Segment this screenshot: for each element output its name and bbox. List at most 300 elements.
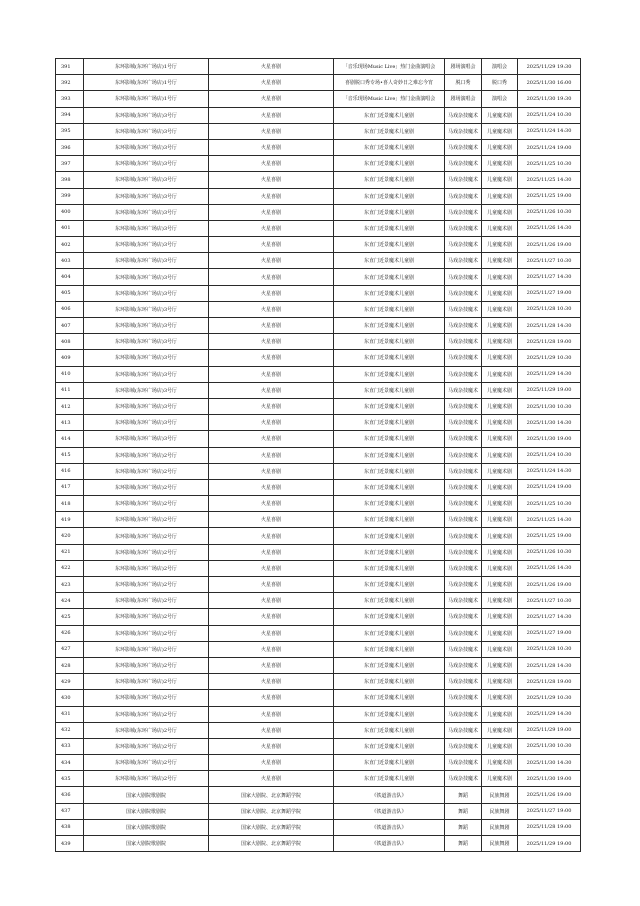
cell-venue: 东环影城(东环广场店)3号厅 bbox=[84, 139, 209, 155]
cell-show-time: 2025/11/27 19:00 bbox=[518, 285, 581, 301]
cell-program-title: 东直门近景魔术儿童剧 bbox=[334, 269, 445, 285]
cell-venue: 东环影城(东环广场店)2号厅 bbox=[84, 479, 209, 495]
cell-subcategory: 儿童魔术剧 bbox=[482, 447, 518, 463]
cell-subcategory: 儿童魔术剧 bbox=[482, 755, 518, 771]
cell-row-number: 439 bbox=[56, 836, 84, 852]
table-row bbox=[56, 755, 581, 771]
cell-category: 马戏杂技魔术 bbox=[445, 447, 482, 463]
cell-category: 马戏杂技魔术 bbox=[445, 269, 482, 285]
table-row bbox=[56, 366, 581, 382]
cell-organizer: 火星喜剧 bbox=[209, 91, 334, 107]
cell-subcategory: 儿童魔术剧 bbox=[482, 366, 518, 382]
cell-row-number: 409 bbox=[56, 350, 84, 366]
cell-venue: 国家大剧院歌剧院 bbox=[84, 836, 209, 852]
cell-organizer: 火星喜剧 bbox=[209, 463, 334, 479]
cell-row-number: 393 bbox=[56, 91, 84, 107]
cell-row-number: 406 bbox=[56, 301, 84, 317]
table-row bbox=[56, 463, 581, 479]
table-row bbox=[56, 512, 581, 528]
cell-venue: 东环影城(东环广场店)2号厅 bbox=[84, 447, 209, 463]
cell-venue: 东环影城(东环广场店)3号厅 bbox=[84, 415, 209, 431]
document-page bbox=[55, 58, 580, 852]
cell-venue: 东环影城(东环广场店)2号厅 bbox=[84, 625, 209, 641]
cell-row-number: 434 bbox=[56, 755, 84, 771]
cell-row-number: 437 bbox=[56, 803, 84, 819]
cell-subcategory: 儿童魔术剧 bbox=[482, 334, 518, 350]
cell-organizer: 火星喜剧 bbox=[209, 382, 334, 398]
cell-program-title: 「音乐现场Music Live」热门金曲演唱会 bbox=[334, 91, 445, 107]
cell-show-time: 2025/11/27 14:30 bbox=[518, 269, 581, 285]
cell-organizer: 火星喜剧 bbox=[209, 431, 334, 447]
cell-venue: 东环影城(东环广场店)2号厅 bbox=[84, 544, 209, 560]
table-row bbox=[56, 431, 581, 447]
cell-category: 马戏杂技魔术 bbox=[445, 512, 482, 528]
cell-venue: 东环影城(东环广场店)3号厅 bbox=[84, 220, 209, 236]
cell-row-number: 428 bbox=[56, 657, 84, 673]
cell-organizer: 火星喜剧 bbox=[209, 318, 334, 334]
cell-venue: 东环影城(东环广场店)3号厅 bbox=[84, 366, 209, 382]
cell-row-number: 414 bbox=[56, 431, 84, 447]
cell-row-number: 420 bbox=[56, 528, 84, 544]
cell-venue: 东环影城(东环广场店)2号厅 bbox=[84, 706, 209, 722]
table-row bbox=[56, 641, 581, 657]
cell-show-time: 2025/11/30 10:30 bbox=[518, 398, 581, 414]
cell-organizer: 国家大剧院、北京舞蹈学院 bbox=[209, 819, 334, 835]
table-row bbox=[56, 318, 581, 334]
table-row bbox=[56, 528, 581, 544]
cell-row-number: 396 bbox=[56, 139, 84, 155]
cell-category: 马戏杂技魔术 bbox=[445, 609, 482, 625]
table-row bbox=[56, 657, 581, 673]
cell-subcategory: 儿童魔术剧 bbox=[482, 415, 518, 431]
cell-subcategory: 儿童魔术剧 bbox=[482, 771, 518, 787]
table-row bbox=[56, 91, 581, 107]
cell-organizer: 火星喜剧 bbox=[209, 59, 334, 75]
cell-category: 马戏杂技魔术 bbox=[445, 479, 482, 495]
cell-show-time: 2025/11/26 10:30 bbox=[518, 544, 581, 560]
cell-subcategory: 儿童魔术剧 bbox=[482, 269, 518, 285]
cell-category: 马戏杂技魔术 bbox=[445, 755, 482, 771]
cell-subcategory: 儿童魔术剧 bbox=[482, 706, 518, 722]
table-row bbox=[56, 139, 581, 155]
cell-organizer: 火星喜剧 bbox=[209, 269, 334, 285]
cell-venue: 东环影城(东环广场店)2号厅 bbox=[84, 690, 209, 706]
cell-show-time: 2025/11/29 19:30 bbox=[518, 59, 581, 75]
table-row bbox=[56, 398, 581, 414]
cell-category: 马戏杂技魔术 bbox=[445, 366, 482, 382]
cell-organizer: 火星喜剧 bbox=[209, 738, 334, 754]
cell-venue: 东环影城(东环广场店)3号厅 bbox=[84, 431, 209, 447]
cell-venue: 东环影城(东环广场店)3号厅 bbox=[84, 350, 209, 366]
table-row bbox=[56, 123, 581, 139]
cell-category: 马戏杂技魔术 bbox=[445, 544, 482, 560]
cell-subcategory: 儿童魔术剧 bbox=[482, 625, 518, 641]
cell-row-number: 401 bbox=[56, 220, 84, 236]
cell-show-time: 2025/11/26 14:30 bbox=[518, 220, 581, 236]
cell-row-number: 417 bbox=[56, 479, 84, 495]
cell-program-title: 东直门近景魔术儿童剧 bbox=[334, 706, 445, 722]
cell-venue: 东环影城(东环广场店)3号厅 bbox=[84, 188, 209, 204]
cell-venue: 东环影城(东环广场店)2号厅 bbox=[84, 674, 209, 690]
cell-show-time: 2025/11/27 19:00 bbox=[518, 625, 581, 641]
table-row bbox=[56, 819, 581, 835]
cell-venue: 东环影城(东环广场店)2号厅 bbox=[84, 593, 209, 609]
cell-subcategory: 民族舞剧 bbox=[482, 836, 518, 852]
cell-subcategory: 儿童魔术剧 bbox=[482, 479, 518, 495]
cell-show-time: 2025/11/29 14:30 bbox=[518, 706, 581, 722]
table-row bbox=[56, 59, 581, 75]
cell-organizer: 火星喜剧 bbox=[209, 496, 334, 512]
cell-organizer: 火星喜剧 bbox=[209, 641, 334, 657]
table-row bbox=[56, 836, 581, 852]
cell-row-number: 410 bbox=[56, 366, 84, 382]
cell-program-title: 东直门近景魔术儿童剧 bbox=[334, 722, 445, 738]
cell-show-time: 2025/11/30 14:30 bbox=[518, 755, 581, 771]
cell-show-time: 2025/11/28 19:00 bbox=[518, 819, 581, 835]
cell-show-time: 2025/11/27 19:00 bbox=[518, 803, 581, 819]
cell-subcategory: 儿童魔术剧 bbox=[482, 512, 518, 528]
cell-row-number: 405 bbox=[56, 285, 84, 301]
table-row bbox=[56, 204, 581, 220]
cell-organizer: 火星喜剧 bbox=[209, 188, 334, 204]
cell-organizer: 火星喜剧 bbox=[209, 237, 334, 253]
cell-program-title: 东直门近景魔术儿童剧 bbox=[334, 172, 445, 188]
cell-row-number: 425 bbox=[56, 609, 84, 625]
table-row bbox=[56, 544, 581, 560]
cell-show-time: 2025/11/24 14:30 bbox=[518, 463, 581, 479]
cell-program-title: 东直门近景魔术儿童剧 bbox=[334, 107, 445, 123]
cell-category: 马戏杂技魔术 bbox=[445, 204, 482, 220]
cell-subcategory: 脱口秀 bbox=[482, 75, 518, 91]
cell-organizer: 火星喜剧 bbox=[209, 172, 334, 188]
cell-organizer: 火星喜剧 bbox=[209, 253, 334, 269]
cell-category: 马戏杂技魔术 bbox=[445, 738, 482, 754]
cell-venue: 东环影城(东环广场店)2号厅 bbox=[84, 577, 209, 593]
cell-organizer: 国家大剧院、北京舞蹈学院 bbox=[209, 787, 334, 803]
cell-program-title: 东直门近景魔术儿童剧 bbox=[334, 415, 445, 431]
table-body bbox=[56, 59, 581, 852]
cell-program-title: 东直门近景魔术儿童剧 bbox=[334, 528, 445, 544]
cell-category: 舞蹈 bbox=[445, 819, 482, 835]
cell-subcategory: 儿童魔术剧 bbox=[482, 382, 518, 398]
cell-show-time: 2025/11/24 14:30 bbox=[518, 123, 581, 139]
cell-subcategory: 儿童魔术剧 bbox=[482, 674, 518, 690]
cell-program-title: 「音乐现场Music Live」热门金曲演唱会 bbox=[334, 59, 445, 75]
cell-program-title: 东直门近景魔术儿童剧 bbox=[334, 544, 445, 560]
table-row bbox=[56, 172, 581, 188]
cell-organizer: 火星喜剧 bbox=[209, 544, 334, 560]
cell-subcategory: 儿童魔术剧 bbox=[482, 593, 518, 609]
cell-subcategory: 儿童魔术剧 bbox=[482, 398, 518, 414]
cell-row-number: 407 bbox=[56, 318, 84, 334]
cell-program-title: 《铁道游击队》 bbox=[334, 836, 445, 852]
cell-organizer: 火星喜剧 bbox=[209, 123, 334, 139]
cell-program-title: 东直门近景魔术儿童剧 bbox=[334, 625, 445, 641]
cell-subcategory: 儿童魔术剧 bbox=[482, 204, 518, 220]
table-row bbox=[56, 447, 581, 463]
cell-show-time: 2025/11/28 19:00 bbox=[518, 674, 581, 690]
cell-program-title: 东直门近景魔术儿童剧 bbox=[334, 188, 445, 204]
cell-venue: 东环影城(东环广场店)2号厅 bbox=[84, 496, 209, 512]
cell-program-title: 东直门近景魔术儿童剧 bbox=[334, 220, 445, 236]
cell-subcategory: 儿童魔术剧 bbox=[482, 123, 518, 139]
cell-program-title: 东直门近景魔术儿童剧 bbox=[334, 398, 445, 414]
cell-row-number: 395 bbox=[56, 123, 84, 139]
cell-show-time: 2025/11/25 10:30 bbox=[518, 496, 581, 512]
cell-category: 马戏杂技魔术 bbox=[445, 496, 482, 512]
cell-row-number: 419 bbox=[56, 512, 84, 528]
cell-category: 马戏杂技魔术 bbox=[445, 220, 482, 236]
cell-category: 马戏杂技魔术 bbox=[445, 463, 482, 479]
cell-organizer: 火星喜剧 bbox=[209, 366, 334, 382]
table-row bbox=[56, 334, 581, 350]
cell-program-title: 东直门近景魔术儿童剧 bbox=[334, 334, 445, 350]
cell-venue: 东环影城(东环广场店)3号厅 bbox=[84, 204, 209, 220]
cell-program-title: 东直门近景魔术儿童剧 bbox=[334, 609, 445, 625]
cell-venue: 东环影城(东环广场店)2号厅 bbox=[84, 722, 209, 738]
cell-program-title: 东直门近景魔术儿童剧 bbox=[334, 657, 445, 673]
cell-program-title: 东直门近景魔术儿童剧 bbox=[334, 593, 445, 609]
cell-venue: 东环影城(东环广场店)3号厅 bbox=[84, 398, 209, 414]
cell-category: 马戏杂技魔术 bbox=[445, 172, 482, 188]
cell-organizer: 火星喜剧 bbox=[209, 706, 334, 722]
cell-program-title: 东直门近景魔术儿童剧 bbox=[334, 123, 445, 139]
cell-subcategory: 儿童魔术剧 bbox=[482, 188, 518, 204]
table-row bbox=[56, 706, 581, 722]
table-row bbox=[56, 593, 581, 609]
cell-show-time: 2025/11/26 19:00 bbox=[518, 237, 581, 253]
cell-subcategory: 儿童魔术剧 bbox=[482, 544, 518, 560]
cell-venue: 东环影城(东环广场店)1号厅 bbox=[84, 75, 209, 91]
cell-program-title: 东直门近景魔术儿童剧 bbox=[334, 285, 445, 301]
cell-row-number: 435 bbox=[56, 771, 84, 787]
table-row bbox=[56, 156, 581, 172]
cell-category: 马戏杂技魔术 bbox=[445, 722, 482, 738]
cell-subcategory: 儿童魔术剧 bbox=[482, 641, 518, 657]
cell-venue: 东环影城(东环广场店)2号厅 bbox=[84, 755, 209, 771]
cell-category: 马戏杂技魔术 bbox=[445, 156, 482, 172]
cell-organizer: 火星喜剧 bbox=[209, 447, 334, 463]
cell-category: 马戏杂技魔术 bbox=[445, 123, 482, 139]
cell-program-title: 东直门近景魔术儿童剧 bbox=[334, 463, 445, 479]
cell-subcategory: 儿童魔术剧 bbox=[482, 172, 518, 188]
cell-row-number: 424 bbox=[56, 593, 84, 609]
cell-organizer: 火星喜剧 bbox=[209, 593, 334, 609]
cell-organizer: 火星喜剧 bbox=[209, 285, 334, 301]
cell-organizer: 火星喜剧 bbox=[209, 220, 334, 236]
cell-category: 马戏杂技魔术 bbox=[445, 431, 482, 447]
cell-category: 马戏杂技魔术 bbox=[445, 382, 482, 398]
table-row bbox=[56, 253, 581, 269]
table-row bbox=[56, 738, 581, 754]
cell-category: 马戏杂技魔术 bbox=[445, 301, 482, 317]
cell-show-time: 2025/11/30 16:00 bbox=[518, 75, 581, 91]
cell-venue: 东环影城(东环广场店)2号厅 bbox=[84, 463, 209, 479]
cell-program-title: 东直门近景魔术儿童剧 bbox=[334, 674, 445, 690]
cell-row-number: 421 bbox=[56, 544, 84, 560]
cell-category: 舞蹈 bbox=[445, 803, 482, 819]
table-row bbox=[56, 75, 581, 91]
cell-show-time: 2025/11/30 14:30 bbox=[518, 415, 581, 431]
cell-program-title: 东直门近景魔术儿童剧 bbox=[334, 318, 445, 334]
cell-subcategory: 儿童魔术剧 bbox=[482, 528, 518, 544]
cell-row-number: 404 bbox=[56, 269, 84, 285]
cell-venue: 东环影城(东环广场店)1号厅 bbox=[84, 59, 209, 75]
cell-organizer: 火星喜剧 bbox=[209, 577, 334, 593]
cell-subcategory: 儿童魔术剧 bbox=[482, 253, 518, 269]
table-row bbox=[56, 301, 581, 317]
cell-show-time: 2025/11/28 14:30 bbox=[518, 318, 581, 334]
cell-row-number: 412 bbox=[56, 398, 84, 414]
cell-program-title: 东直门近景魔术儿童剧 bbox=[334, 366, 445, 382]
cell-program-title: 东直门近景魔术儿童剧 bbox=[334, 560, 445, 576]
cell-subcategory: 演唱会 bbox=[482, 59, 518, 75]
table-row bbox=[56, 560, 581, 576]
cell-row-number: 431 bbox=[56, 706, 84, 722]
cell-venue: 东环影城(东环广场店)2号厅 bbox=[84, 738, 209, 754]
cell-program-title: 东直门近景魔术儿童剧 bbox=[334, 738, 445, 754]
cell-show-time: 2025/11/28 19:00 bbox=[518, 334, 581, 350]
cell-venue: 东环影城(东环广场店)2号厅 bbox=[84, 609, 209, 625]
cell-organizer: 火星喜剧 bbox=[209, 334, 334, 350]
cell-organizer: 火星喜剧 bbox=[209, 690, 334, 706]
cell-organizer: 火星喜剧 bbox=[209, 625, 334, 641]
cell-show-time: 2025/11/25 14:30 bbox=[518, 512, 581, 528]
table-row bbox=[56, 771, 581, 787]
cell-program-title: 东直门近景魔术儿童剧 bbox=[334, 237, 445, 253]
cell-venue: 东环影城(东环广场店)3号厅 bbox=[84, 253, 209, 269]
cell-show-time: 2025/11/25 19:00 bbox=[518, 528, 581, 544]
cell-subcategory: 儿童魔术剧 bbox=[482, 722, 518, 738]
cell-row-number: 402 bbox=[56, 237, 84, 253]
cell-category: 马戏杂技魔术 bbox=[445, 285, 482, 301]
cell-subcategory: 儿童魔术剧 bbox=[482, 156, 518, 172]
cell-subcategory: 儿童魔术剧 bbox=[482, 107, 518, 123]
table-row bbox=[56, 577, 581, 593]
cell-show-time: 2025/11/29 10:30 bbox=[518, 690, 581, 706]
cell-category: 马戏杂技魔术 bbox=[445, 625, 482, 641]
cell-venue: 东环影城(东环广场店)3号厅 bbox=[84, 156, 209, 172]
cell-subcategory: 儿童魔术剧 bbox=[482, 657, 518, 673]
cell-category: 剧场演唱会 bbox=[445, 91, 482, 107]
cell-show-time: 2025/11/24 19:00 bbox=[518, 139, 581, 155]
cell-category: 马戏杂技魔术 bbox=[445, 398, 482, 414]
table-row bbox=[56, 787, 581, 803]
cell-subcategory: 儿童魔术剧 bbox=[482, 237, 518, 253]
cell-row-number: 438 bbox=[56, 819, 84, 835]
cell-organizer: 火星喜剧 bbox=[209, 398, 334, 414]
cell-category: 马戏杂技魔术 bbox=[445, 706, 482, 722]
cell-subcategory: 民族舞剧 bbox=[482, 787, 518, 803]
cell-organizer: 火星喜剧 bbox=[209, 528, 334, 544]
cell-program-title: 东直门近景魔术儿童剧 bbox=[334, 447, 445, 463]
cell-program-title: 东直门近景魔术儿童剧 bbox=[334, 479, 445, 495]
cell-venue: 东环影城(东环广场店)2号厅 bbox=[84, 657, 209, 673]
cell-organizer: 火星喜剧 bbox=[209, 755, 334, 771]
cell-organizer: 火星喜剧 bbox=[209, 674, 334, 690]
table-row bbox=[56, 803, 581, 819]
cell-show-time: 2025/11/24 10:30 bbox=[518, 107, 581, 123]
cell-category: 马戏杂技魔术 bbox=[445, 674, 482, 690]
cell-category: 舞蹈 bbox=[445, 836, 482, 852]
cell-category: 马戏杂技魔术 bbox=[445, 334, 482, 350]
cell-category: 马戏杂技魔术 bbox=[445, 318, 482, 334]
cell-venue: 国家大剧院歌剧院 bbox=[84, 803, 209, 819]
cell-show-time: 2025/11/24 19:00 bbox=[518, 479, 581, 495]
cell-show-time: 2025/11/30 19:00 bbox=[518, 771, 581, 787]
table-row bbox=[56, 496, 581, 512]
cell-venue: 东环影城(东环广场店)3号厅 bbox=[84, 172, 209, 188]
cell-show-time: 2025/11/25 14:30 bbox=[518, 172, 581, 188]
cell-program-title: 东直门近景魔术儿童剧 bbox=[334, 641, 445, 657]
cell-row-number: 392 bbox=[56, 75, 84, 91]
table-row bbox=[56, 674, 581, 690]
cell-category: 马戏杂技魔术 bbox=[445, 528, 482, 544]
cell-show-time: 2025/11/28 10:30 bbox=[518, 641, 581, 657]
cell-subcategory: 儿童魔术剧 bbox=[482, 220, 518, 236]
cell-organizer: 火星喜剧 bbox=[209, 560, 334, 576]
cell-show-time: 2025/11/27 10:30 bbox=[518, 253, 581, 269]
cell-subcategory: 儿童魔术剧 bbox=[482, 285, 518, 301]
cell-subcategory: 儿童魔术剧 bbox=[482, 431, 518, 447]
cell-show-time: 2025/11/29 19:00 bbox=[518, 382, 581, 398]
table-row bbox=[56, 722, 581, 738]
cell-subcategory: 儿童魔术剧 bbox=[482, 350, 518, 366]
cell-category: 马戏杂技魔术 bbox=[445, 107, 482, 123]
cell-category: 马戏杂技魔术 bbox=[445, 641, 482, 657]
cell-program-title: 东直门近景魔术儿童剧 bbox=[334, 496, 445, 512]
cell-row-number: 429 bbox=[56, 674, 84, 690]
cell-subcategory: 民族舞剧 bbox=[482, 819, 518, 835]
cell-program-title: 喜剧脱口秀专场•喜人奇妙日之难忘今宵 bbox=[334, 75, 445, 91]
table-row bbox=[56, 107, 581, 123]
table-row bbox=[56, 285, 581, 301]
cell-subcategory: 儿童魔术剧 bbox=[482, 301, 518, 317]
cell-program-title: 东直门近景魔术儿童剧 bbox=[334, 350, 445, 366]
cell-category: 马戏杂技魔术 bbox=[445, 188, 482, 204]
cell-program-title: 《铁道游击队》 bbox=[334, 803, 445, 819]
cell-show-time: 2025/11/29 19:00 bbox=[518, 722, 581, 738]
performance-schedule-table bbox=[55, 58, 581, 852]
cell-show-time: 2025/11/29 10:30 bbox=[518, 350, 581, 366]
cell-row-number: 416 bbox=[56, 463, 84, 479]
cell-subcategory: 儿童魔术剧 bbox=[482, 738, 518, 754]
cell-row-number: 400 bbox=[56, 204, 84, 220]
cell-program-title: 东直门近景魔术儿童剧 bbox=[334, 204, 445, 220]
cell-organizer: 国家大剧院、北京舞蹈学院 bbox=[209, 836, 334, 852]
cell-subcategory: 儿童魔术剧 bbox=[482, 318, 518, 334]
cell-row-number: 426 bbox=[56, 625, 84, 641]
table-row bbox=[56, 479, 581, 495]
cell-show-time: 2025/11/26 19:00 bbox=[518, 787, 581, 803]
cell-venue: 东环影城(东环广场店)2号厅 bbox=[84, 512, 209, 528]
cell-program-title: 东直门近景魔术儿童剧 bbox=[334, 156, 445, 172]
cell-show-time: 2025/11/29 19:00 bbox=[518, 836, 581, 852]
cell-subcategory: 儿童魔术剧 bbox=[482, 560, 518, 576]
cell-venue: 东环影城(东环广场店)3号厅 bbox=[84, 269, 209, 285]
cell-show-time: 2025/11/28 14:30 bbox=[518, 657, 581, 673]
table-row bbox=[56, 188, 581, 204]
cell-show-time: 2025/11/25 19:00 bbox=[518, 188, 581, 204]
cell-organizer: 火星喜剧 bbox=[209, 771, 334, 787]
cell-organizer: 火星喜剧 bbox=[209, 156, 334, 172]
cell-organizer: 火星喜剧 bbox=[209, 479, 334, 495]
cell-subcategory: 演唱会 bbox=[482, 91, 518, 107]
table-row bbox=[56, 690, 581, 706]
cell-subcategory: 儿童魔术剧 bbox=[482, 577, 518, 593]
cell-row-number: 422 bbox=[56, 560, 84, 576]
cell-venue: 东环影城(东环广场店)3号厅 bbox=[84, 237, 209, 253]
